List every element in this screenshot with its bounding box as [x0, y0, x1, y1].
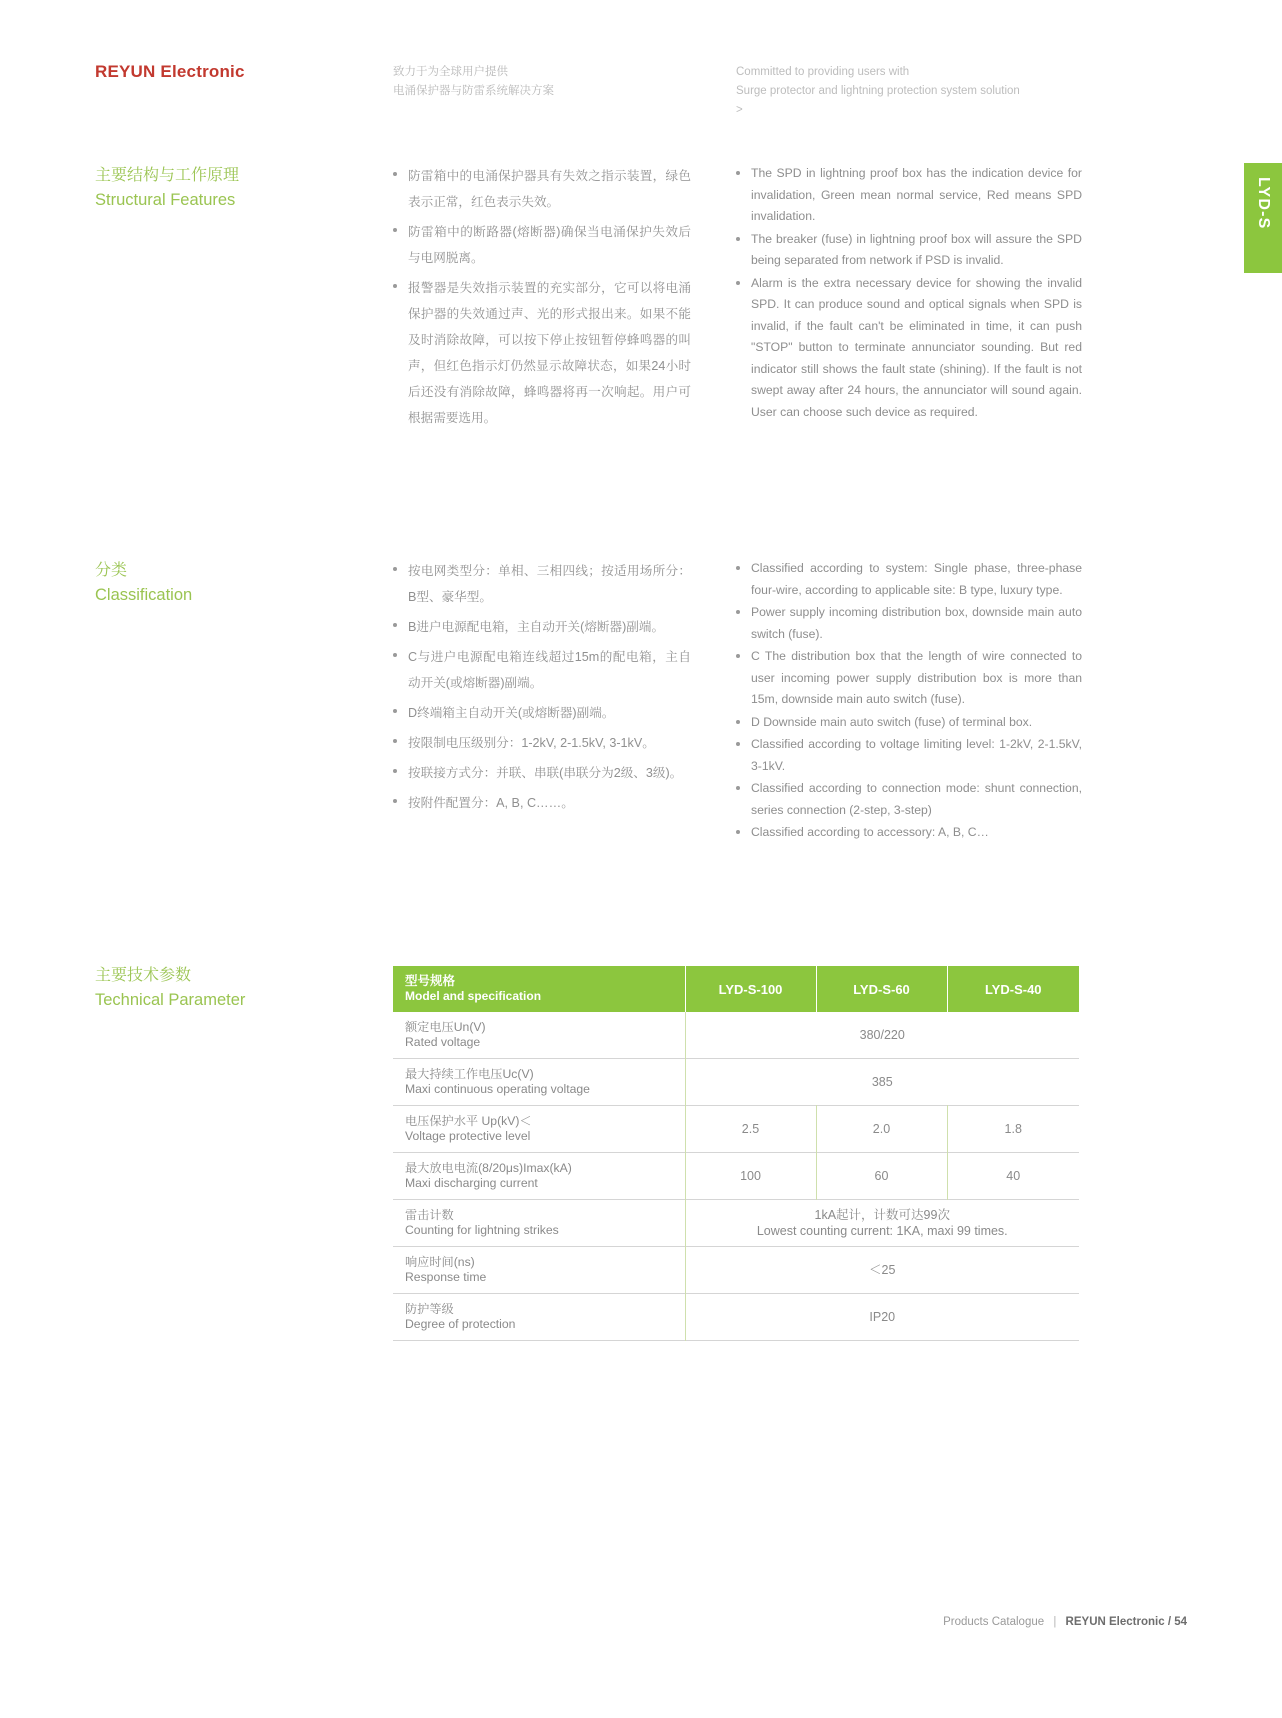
table-header-model-60: LYD-S-60 [816, 966, 947, 1012]
cell-voltage-protective-60: 2.0 [816, 1106, 947, 1153]
list-item: D Downside main auto switch (fuse) of terminal box. [734, 712, 1082, 734]
row-param-voltage-protective-level [393, 1106, 685, 1153]
row-param-degree-of-protection [393, 1294, 685, 1341]
row-value-rated-voltage [685, 1012, 1079, 1059]
list-item: The breaker (fuse) in lightning proof box will assure the SPD being separated from network if PSD is invalid. [734, 229, 1082, 272]
side-tab-label: LYD-S [1255, 177, 1272, 230]
classification-english-column [734, 558, 1082, 845]
cell-discharging-40: 40 [1006, 1169, 1021, 1183]
table-row [393, 1106, 1079, 1153]
param-cn: 电压保护水平 Up(kV)＜ [405, 1114, 532, 1128]
section-title-structural-cn: 主要结构与工作原理 [95, 167, 240, 184]
section-title-classification-en: Classification [95, 586, 193, 604]
param-cn: 额定电压Un(V) [405, 1020, 486, 1034]
tagline-english-line2: Surge protector and lightning protection system solution [736, 85, 1020, 97]
structural-english-column [734, 163, 1082, 424]
structural-chinese-list [391, 163, 691, 431]
page-header [0, 0, 1282, 130]
section-title-technical-cn: 主要技术参数 [95, 967, 192, 984]
row-param-response-time [393, 1247, 685, 1294]
list-item: Classified according to system: Single phase, three-phase four-wire, according to applicable site: B type, luxury type. [734, 558, 1082, 601]
classification-chinese-column [391, 558, 691, 820]
tagline-chinese [393, 63, 554, 101]
footer-brand: REYUN Electronic [1065, 1616, 1165, 1628]
value-cn: 380/220 [859, 1028, 905, 1042]
section-title-technical [95, 963, 365, 1013]
param-cn: 响应时间(ns) [405, 1255, 475, 1269]
technical-parameter-table [393, 966, 1079, 1341]
section-title-technical-en: Technical Parameter [95, 991, 246, 1009]
footer-separator: | [1053, 1616, 1057, 1628]
table-body [393, 1012, 1079, 1341]
list-item: C与进户电源配电箱连线超过15m的配电箱，主自动开关(或熔断器)副端。 [391, 644, 691, 696]
table-row [393, 1247, 1079, 1294]
tagline-english [736, 63, 1066, 120]
list-item: 按电网类型分：单相、三相四线；按适用场所分：B型、豪华型。 [391, 558, 691, 610]
section-title-classification-cn: 分类 [95, 562, 128, 579]
param-en: Maxi discharging current [405, 1176, 538, 1190]
structural-english-list [734, 163, 1082, 423]
section-title-structural [95, 163, 365, 213]
param-cn: 防护等级 [405, 1302, 454, 1316]
cell-voltage-protective-40: 1.8 [1004, 1122, 1022, 1136]
list-item: 按附件配置分：A, B, C……。 [391, 790, 691, 816]
param-cn: 最大放电电流(8/20μs)Imax(kA) [405, 1161, 572, 1175]
tagline-chinese-line1: 致力于为全球用户提供 [393, 66, 508, 78]
row-value-degree-of-protection [685, 1294, 1079, 1341]
structural-chinese-column [391, 163, 691, 435]
table-header-model-40: LYD-S-40 [947, 966, 1079, 1012]
cell-discharging-100: 100 [685, 1153, 816, 1200]
param-en: Counting for lightning strikes [405, 1223, 559, 1237]
list-item: 防雷箱中的断路器(熔断器)确保当电涌保护失效后与电网脱离。 [391, 219, 691, 271]
value-cn: 385 [871, 1075, 893, 1089]
table-row [393, 1153, 1079, 1200]
table-header-model-cn: 型号规格 [405, 974, 456, 988]
value-cn: ＜25 [869, 1263, 896, 1277]
section-title-structural-en: Structural Features [95, 191, 236, 209]
row-value-response-time [685, 1247, 1079, 1294]
brand-logo: REYUN Electronic [95, 62, 245, 81]
row-param-max-discharging-current [393, 1153, 685, 1200]
table-header-model-en: Model and specification [405, 989, 542, 1003]
row-value-max-continuous-voltage [685, 1059, 1079, 1106]
row-value-lightning-counting [685, 1200, 1079, 1247]
list-item: Classified according to voltage limiting level: 1-2kV, 2-1.5kV, 3-1kV. [734, 734, 1082, 777]
list-item: 报警器是失效指示装置的充实部分，它可以将电涌保护器的失效通过声、光的形式报出来。如果不能及时消除故障，可以按下停止按钮暂停蜂鸣器的叫声，但红色指示灯仍然显示故障状态，如果24小时后还没有消除故障，蜂鸣器将再一次响起。用户可根据需要选用。 [391, 275, 691, 431]
param-cn: 最大持续工作电压Uc(V) [405, 1067, 534, 1081]
list-item: Classified according to accessory: A, B, C… [734, 822, 1082, 844]
list-item: The SPD in lightning proof box has the indication device for invalidation, Green mean normal service, Red means SPD invalidation. [734, 163, 1082, 228]
table-header-model [393, 966, 685, 1012]
list-item: B进户电源配电箱，主自动开关(熔断器)副端。 [391, 614, 691, 640]
classification-chinese-list [391, 558, 691, 816]
footer-page-number: / 54 [1167, 1616, 1187, 1628]
list-item: Alarm is the extra necessary device for showing the invalid SPD. It can produce sound and optical signals when SPD is invalid, if the fault can't be eliminated in time, it can push "STOP" button to terminate annunciator sounding. But red indicator still shows the fault state (shining). If the fault is not swept away after 24 hours, the annunciator will sound again. User can choose such device as required. [734, 273, 1082, 424]
technical-parameter-table-wrap [393, 966, 1079, 1341]
cell-discharging-60: 60 [816, 1153, 947, 1200]
tagline-english-line1: Committed to providing users with [736, 66, 910, 78]
table-row [393, 1012, 1079, 1059]
list-item: D终端箱主自动开关(或熔断器)副端。 [391, 700, 691, 726]
tagline-chinese-line2: 电涌保护器与防雷系统解决方案 [393, 85, 554, 97]
list-item: Power supply incoming distribution box, downside main auto switch (fuse). [734, 602, 1082, 645]
page-footer [943, 1616, 1187, 1628]
table-header-row [393, 966, 1079, 1012]
cell-voltage-protective-100: 2.5 [685, 1106, 816, 1153]
list-item: 按限制电压级别分：1-2kV, 2-1.5kV, 3-1kV。 [391, 730, 691, 756]
value-cn: IP20 [869, 1310, 896, 1324]
table-header-model-100: LYD-S-100 [685, 966, 816, 1012]
list-item: Classified according to connection mode: shunt connection, series connection (2-step, 3-step) [734, 778, 1082, 821]
tagline-english-line3: > [736, 104, 743, 116]
list-item: C The distribution box that the length of wire connected to user incoming power supply distribution box is more than 15m, downside main auto switch (fuse). [734, 646, 1082, 711]
list-item: 按联接方式分：并联、串联(串联分为2级、3级)。 [391, 760, 691, 786]
list-item: 防雷箱中的电涌保护器具有失效之指示装置，绿色表示正常，红色表示失效。 [391, 163, 691, 215]
param-en: Response time [405, 1270, 487, 1284]
value-en: Lowest counting current: 1KA, maxi 99 times. [756, 1224, 1008, 1238]
param-en: Degree of protection [405, 1317, 516, 1331]
param-en: Voltage protective level [405, 1129, 531, 1143]
param-en: Maxi continuous operating voltage [405, 1082, 590, 1096]
side-tab-lyd-s [1244, 163, 1282, 273]
footer-catalogue-label: Products Catalogue [943, 1616, 1045, 1628]
row-param-lightning-counting [393, 1200, 685, 1247]
row-param-max-continuous-voltage [393, 1059, 685, 1106]
table-row [393, 1059, 1079, 1106]
param-en: Rated voltage [405, 1035, 481, 1049]
table-head [393, 966, 1079, 1012]
classification-english-list [734, 558, 1082, 844]
row-param-rated-voltage [393, 1012, 685, 1059]
section-title-classification [95, 558, 365, 608]
table-row [393, 1294, 1079, 1341]
value-cn: 1kA起计，计数可达99次 [814, 1208, 950, 1222]
table-row [393, 1200, 1079, 1247]
param-cn: 雷击计数 [405, 1208, 454, 1222]
